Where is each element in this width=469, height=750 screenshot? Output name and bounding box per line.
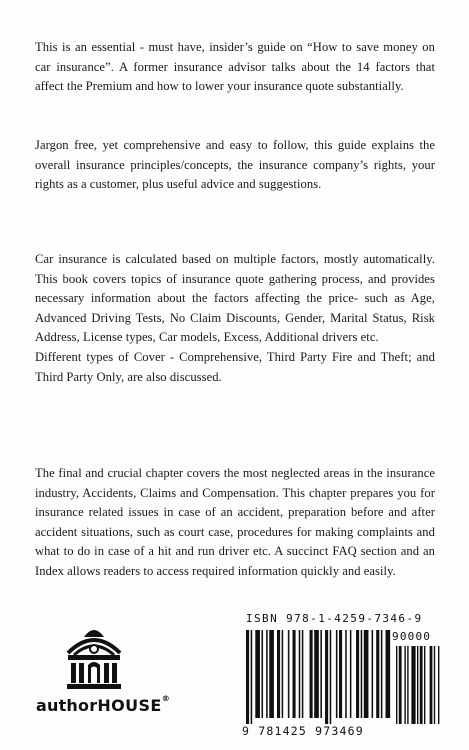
addon-bar [407, 646, 408, 724]
publisher-name-part2: HOUSE [97, 696, 162, 715]
publisher-name [36, 696, 170, 715]
addon-bar [396, 646, 397, 724]
barcode-bar [320, 630, 322, 718]
publisher-name-part1: author [36, 696, 98, 715]
description-paragraph-1 [35, 38, 435, 97]
description-paragraph-2 [35, 136, 435, 195]
addon-bar [404, 646, 405, 724]
barcode-bar [293, 630, 296, 718]
trademark-symbol: ® [161, 694, 170, 703]
barcode-bar [299, 630, 301, 718]
barcode-bar [361, 630, 363, 718]
paragraph-text: Different types of Cover - Comprehensive, Third Party Fire and Theft; and Third Party Only, are also discussed. [35, 349, 435, 384]
paragraph-text: Jargon free, yet comprehensive and easy to follow, this guide explains the overall insurance principles/concepts, the insurance company’s rights, your rights as a customer, plus useful advice and suggestions. [35, 138, 435, 192]
addon-bar [411, 646, 415, 724]
barcode-bar [282, 630, 284, 718]
barcode-bar [255, 630, 260, 718]
barcode-bar [345, 630, 347, 718]
description-paragraph-4 [35, 464, 435, 582]
addon-bar [430, 646, 433, 724]
barcode-bar [381, 630, 383, 718]
isbn-label: ISBN 978-1-4259-7346-9 [246, 612, 423, 625]
barcode-bar [302, 630, 304, 718]
barcode-bar [356, 630, 359, 718]
barcode-bar [330, 630, 332, 724]
paragraph-text: This is an essential - must have, insider’s guide on “How to save money on car insurance”. A former insurance advisor talks about the 14 factors that affect the Premium and how to lower your insurance quote substantially. [35, 40, 435, 94]
barcode-bar [325, 630, 328, 724]
barcode-bar [246, 630, 249, 724]
description-paragraph-3 [35, 250, 435, 387]
barcode-bar [339, 630, 342, 718]
barcode-bar [251, 630, 253, 724]
barcode-bar [262, 630, 264, 718]
barcode-bar [386, 630, 391, 718]
paragraph-text: Car insurance is calculated based on multiple factors, mostly automatically. This book covers topics of insurance quote gathering process, and provides necessary information about the factors affecting the price- such as Age, Advanced Driving Tests, No Claim Discounts, Gender, Marital Status, Risk Address, License types, Car models, Excess, Additional drivers etc. [35, 252, 435, 345]
ean-digits: 9 781425 973469 [242, 724, 364, 738]
barcode-bar [269, 630, 274, 718]
barcode-bar [372, 630, 374, 718]
barcode-bar [350, 630, 352, 718]
barcode-bar [288, 630, 290, 718]
barcode-bar [376, 630, 379, 718]
paragraph-text: The final and crucial chapter covers the most neglected areas in the insurance industry, Accidents, Claims and Compensation. This chapter prepares you for insurance related issues in case of an accident, preparation before and after accident situations, such as court case, procedures for making complaints and what to do in case of a hit and run driver etc. A succinct FAQ section and an Index allows readers to access required information quickly and easily. [35, 466, 435, 578]
barcode-bar [266, 630, 268, 718]
barcode-bar [336, 630, 338, 718]
addon-bar [420, 646, 423, 724]
price-code: 90000 [392, 630, 432, 643]
barcode-bar [310, 630, 313, 718]
barcode-bar [277, 630, 280, 718]
barcode-bar [314, 630, 319, 718]
authorhouse-building-icon [64, 625, 124, 691]
addon-bar [434, 646, 435, 724]
isbn-barcode [240, 612, 445, 744]
addon-bar [424, 646, 425, 724]
publisher-logo [24, 625, 170, 715]
addon-bar [399, 646, 402, 724]
addon-bar [417, 646, 418, 724]
barcode-bar [364, 630, 369, 718]
addon-bar [438, 646, 439, 724]
